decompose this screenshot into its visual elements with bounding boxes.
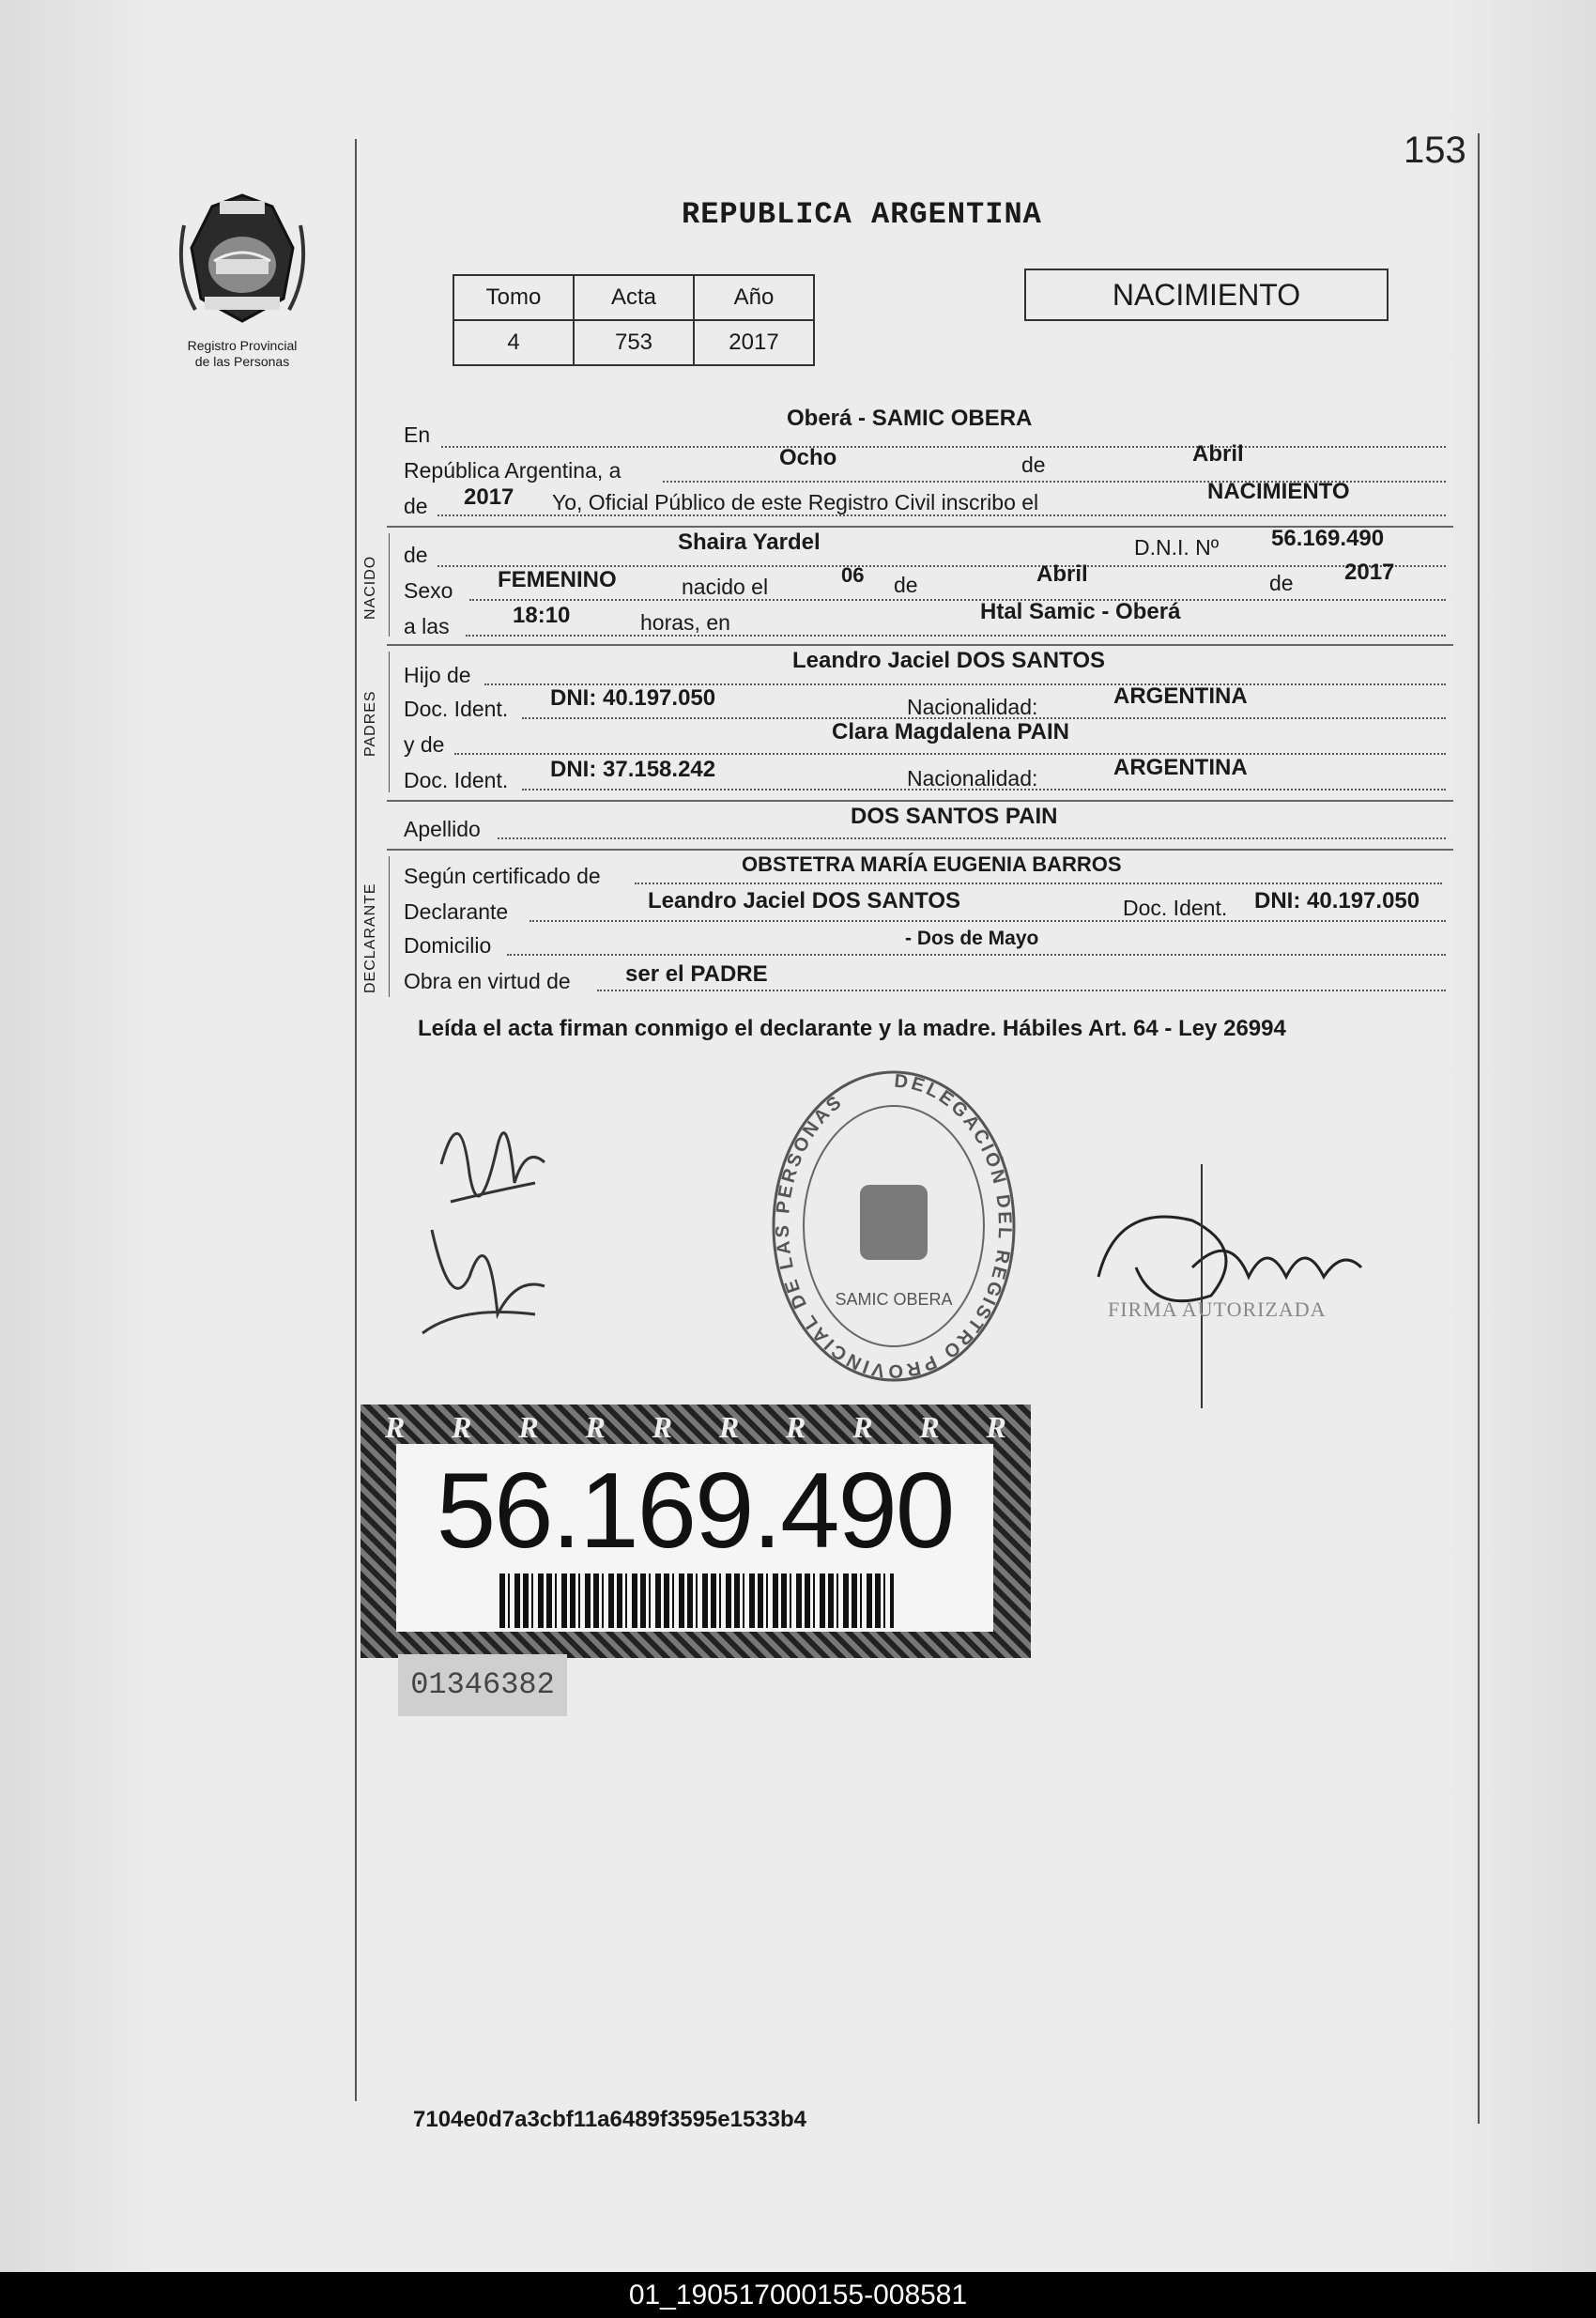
label-republica: República Argentina, a	[404, 458, 622, 483]
value-year: 2017	[464, 484, 514, 510]
label-a-las: a las	[404, 614, 450, 638]
label-apellido: Apellido	[404, 817, 481, 841]
sticker-pattern: R R R R R R R R R R	[385, 1410, 1006, 1444]
value-act-kind: NACIMIENTO	[1207, 479, 1350, 504]
right-margin-line	[1478, 133, 1480, 2124]
value-mother-nationality: ARGENTINA	[1113, 755, 1248, 780]
label-sexo: Sexo	[404, 578, 453, 603]
label-de-year: de	[404, 494, 428, 518]
barcode	[499, 1573, 894, 1628]
page-number: 153	[1404, 130, 1466, 171]
value-declarant-name: Leandro Jaciel DOS SANTOS	[648, 888, 960, 913]
value-mother-name: Clara Magdalena PAIN	[832, 719, 1069, 745]
province-shield-icon	[167, 188, 317, 329]
label-domicilio: Domicilio	[404, 933, 492, 958]
dni-sticker	[361, 1405, 1031, 1658]
value-sex: FEMENINO	[498, 567, 617, 592]
label-y-de: y de	[404, 732, 445, 757]
label-segun-certificado: Según certificado de	[404, 864, 601, 888]
officer-stamp-text: FIRMA AUTORIZADA	[1108, 1297, 1327, 1321]
label-en: En	[404, 422, 431, 447]
label-doc-ident-father: Doc. Ident.	[404, 697, 509, 721]
label-doc-ident-declarant: Doc. Ident.	[1123, 896, 1228, 920]
registry-seal	[760, 1059, 1027, 1393]
label-de-birth-year: de	[1269, 571, 1294, 595]
seal-text: DELEGACIÓN DEL REGISTRO PROVINCIAL DE LAS PERSONAS	[772, 1070, 1016, 1382]
value-father-nationality: ARGENTINA	[1113, 683, 1248, 709]
country-title: REPUBLICA ARGENTINA	[682, 197, 1042, 232]
label-declarante: Declarante	[404, 899, 509, 924]
value-birth-day: 06	[841, 563, 865, 587]
section-parents: PADRES	[362, 690, 378, 757]
label-nacido-el: nacido el	[682, 575, 769, 599]
value-certificate-by: OBSTETRA MARÍA EUGENIA BARROS	[742, 852, 1122, 876]
act-type-box: NACIMIENTO	[1024, 269, 1389, 321]
officer-text: Yo, Oficial Público de este Registro Civil inscribo el	[552, 490, 1039, 514]
closing-text: Leída el acta firman conmigo el declarante y la madre. Hábiles Art. 64 - Ley 26994	[418, 1016, 1286, 1041]
value-child-name: Shaira Yardel	[678, 530, 821, 555]
label-de-child: de	[404, 543, 428, 567]
label-de-birth-month: de	[894, 573, 918, 597]
sticker-label	[396, 1444, 993, 1632]
value-place: Oberá - SAMIC OBERA	[787, 406, 1033, 431]
value-child-dni: 56.169.490	[1271, 526, 1385, 551]
label-horas-en: horas, en	[640, 610, 730, 635]
officer-signature	[1080, 1164, 1380, 1408]
value-tomo: 4	[453, 320, 574, 365]
section-born: NACIDO	[362, 555, 378, 620]
value-address: - Dos de Mayo	[905, 928, 1039, 949]
registry-name: Registro Provincial de las Personas	[187, 338, 298, 369]
header-acta: Acta	[574, 275, 694, 320]
header-tomo: Tomo	[453, 275, 574, 320]
header-ano: Año	[694, 275, 814, 320]
label-de-month: de	[1021, 453, 1046, 477]
value-month-word: Abril	[1192, 441, 1244, 467]
value-acta: 753	[574, 320, 694, 365]
value-birth-month: Abril	[1036, 561, 1088, 587]
section-declarant: DECLARANTE	[362, 883, 378, 993]
value-birth-place: Htal Samic - Oberá	[980, 599, 1181, 624]
left-margin-line	[355, 139, 357, 2101]
value-declarant-doc: DNI: 40.197.050	[1254, 888, 1420, 913]
value-father-name: Leandro Jaciel DOS SANTOS	[792, 648, 1105, 673]
label-nationality-mother: Nacionalidad:	[907, 766, 1038, 791]
value-acting-as: ser el PADRE	[625, 961, 768, 987]
stamp-code: 01346382	[398, 1654, 567, 1716]
label-nationality-father: Nacionalidad:	[907, 695, 1038, 719]
sticker-number: 56.169.490	[436, 1451, 954, 1571]
registry-table	[453, 274, 815, 366]
value-day-word: Ocho	[779, 445, 837, 470]
label-hijo-de: Hijo de	[404, 663, 471, 687]
value-ano: 2017	[694, 320, 814, 365]
label-dni-no: D.N.I. Nº	[1134, 535, 1220, 560]
value-father-doc: DNI: 40.197.050	[550, 685, 716, 711]
value-birth-year: 2017	[1344, 560, 1395, 585]
declarant-signature	[404, 1089, 573, 1352]
document-hash: 7104e0d7a3cbf11a6489f3595e1533b4	[413, 2107, 807, 2132]
seal-inner-text: SAMIC OBERA	[835, 1290, 953, 1309]
value-mother-doc: DNI: 37.158.242	[550, 757, 716, 782]
value-surname: DOS SANTOS PAIN	[851, 804, 1058, 829]
footer-id: 01_190517000155-008581	[0, 2272, 1596, 2318]
value-birth-time: 18:10	[513, 603, 571, 628]
label-obra-en-virtud: Obra en virtud de	[404, 969, 571, 993]
label-doc-ident-mother: Doc. Ident.	[404, 768, 509, 792]
